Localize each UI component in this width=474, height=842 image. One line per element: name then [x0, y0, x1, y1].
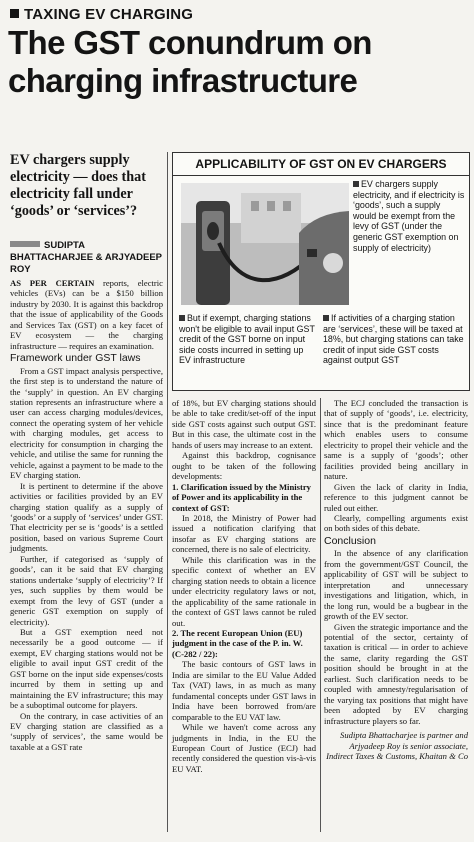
body-paragraph: Further, if categorised as ‘supply of goods’, can it be said that EV charging stations undertake ‘supply of electricity’? If yes, such supplies by them would be exempt from the levy of GST (under a generic GST exemption on supply of electricity). [10, 553, 163, 627]
section-heading-framework: Framework under GST laws [10, 352, 141, 365]
body-paragraph: From a GST impact analysis perspective, the first step is to understand the nature of the ‘supply’ in question. An EV charging station represents an infrastructure where a user can access charging modules/devices, connect the operating system of her vehicle with charging modules, get access to electricity for consumption in charging the vehicle, and utilise the same for running the vehicle, against a payment to be made to the EV charging station. [10, 365, 163, 481]
section-kicker: TAXING EV CHARGING [10, 6, 193, 23]
services-callout: If activities of a charging station are ‘services’, these will be taxed at 18%, but charging stations can take credit of input side GST costs against output GST [323, 313, 464, 366]
byline-bar-icon [10, 241, 40, 247]
intro-paragraph: AS PER CERTAIN reports, electric vehicles (EVs) can be a $150 billion industry by 2030. It is against this backdrop that the issue of applicability of the Goods and Services Tax (GST) on a key facet of EV ecosystem — the charging infrastructure — requires an examination. [10, 278, 163, 351]
subheading-eu-judgment: 2. The recent European Union (EU) judgment in the case of the P. in. W. (C-282 / 22): [172, 627, 303, 659]
square-bullet-icon [353, 181, 359, 187]
body-paragraph: In 2018, the Ministry of Power had issued a notification clarifying that insofar as EV charging stations are concerned, there is no sale of electricity. [172, 512, 316, 555]
square-bullet-icon [323, 315, 329, 321]
subheading-ministry-of-power: 1. Clarification issued by the Ministry of Power and its applicability in the context of GST: [172, 481, 311, 513]
body-paragraph: The ECJ concluded the transaction is that of supply of ‘goods’, i.e. electricity, since that is the predominant feature which enables users to consume electricity to propel their vehicle and the same is a supply of ‘goods’; other facilities provided being ancillary in nature. [324, 398, 468, 482]
article-column-1 [10, 278, 163, 752]
body-paragraph: Clearly, compelling arguments exist on both sides of this debate. [324, 512, 468, 534]
article-column-3 [324, 398, 468, 761]
byline: SUDIPTA BHATTACHARJEE & ARJYADEEP ROY [10, 240, 162, 275]
ev-charger-photo [181, 183, 349, 305]
body-paragraph: The basic contours of GST laws in India are similar to the EU Value Added Tax (VAT) laws, in as much as many fundamental concepts under GST laws in India have been borrowed from/are comparable to the EU VAT law. [172, 659, 316, 722]
body-paragraph: While this clarification was in the specific context of whether an EV charging station needs to obtain a licence under electricity regulatory laws or not, the applicability of the same rationale in the context of GST laws cannot be ruled out. [172, 554, 316, 628]
body-paragraph: Given the lack of clarity in India, reference to this judgment cannot be ruled out either. [324, 481, 468, 513]
body-paragraph: In the absence of any clarification from the government/GST Council, the applicability of GST will be subject to interpretation and unnecessary investigations and litigation, which, in the long run, would be a bugbear in the growth of the EV sector. [324, 548, 468, 622]
square-bullet-icon [179, 315, 185, 321]
body-paragraph: It is pertinent to determine if the above activities or facilities provided by an EV charging station qualify as a supply of ‘goods’ or a supply of ‘services’ under GST. That electricity per se is ‘goods’ is a settled position, based on various Supreme Court judgments. [10, 480, 163, 554]
square-bullet-icon [10, 9, 19, 18]
body-paragraph: Against this backdrop, cognisance ought to be taken of the following developments: [172, 450, 316, 482]
standfirst: EV chargers supply electricity — does that electricity fall under ‘goods’ or ‘services’? [10, 152, 146, 219]
goods-callout: EV chargers supply electricity, and if electricity is ‘goods’, such a supply would be exempt from the levy of GST (under the generic GST exemption on supply of electricity) [353, 179, 465, 253]
exempt-callout: But if exempt, charging stations won't be eligible to avail input GST credit of the GST borne on input side costs incurred in setting up EV infrastructure [179, 313, 315, 366]
body-paragraph: But a GST exemption need not necessarily be a good outcome — if exempt, EV charging stations would not be eligible to avail input GST credit of the GST borne on the input side expenses/costs incurred by them in setting up and maintaining the EV infrastructure; this may be a suboptimal outcome for players. [10, 626, 163, 711]
author-signoff: Sudipta Bhattacharjee is partner and Arjyadeep Roy is senior associate, Indirect Taxes & Customs, Khaitan & Co [326, 730, 468, 761]
column-divider [320, 398, 321, 832]
article-column-2 [172, 398, 316, 774]
body-paragraph: Given the strategic importance and the potential of the sector, certainty of taxation is critical — in order to achieve the same, clarity regarding the GST position should be brought in at the earliest. Such clarification needs to be coupled with amnesty/regularisation of the varying tax positions that might have been adopted by EV charging infrastructure players so far. [324, 621, 468, 726]
body-paragraph: While we haven't come across any judgments in India, in the EU the European Court of Justice (ECJ) had recently considered the question vis-à-vis EU VAT. [172, 722, 316, 774]
section-heading-conclusion: Conclusion [324, 534, 376, 547]
body-paragraph: On the contrary, in case activities of an EV charging station are classified as a ‘supply of services’, the same would be taxable at a GST rate [10, 710, 163, 752]
infobox-title: APPLICABILITY OF GST ON EV CHARGERS [173, 153, 469, 176]
body-paragraph: of 18%, but EV charging stations should be able to take credit/set-off of the input side GST costs against such output GST. But in this case, the ultimate cost in the hands of users may increase to an extent. [172, 398, 316, 450]
headline: The GST conundrum on charging infrastructure [8, 24, 372, 99]
column-divider [167, 152, 168, 832]
gst-applicability-infobox [172, 152, 470, 391]
